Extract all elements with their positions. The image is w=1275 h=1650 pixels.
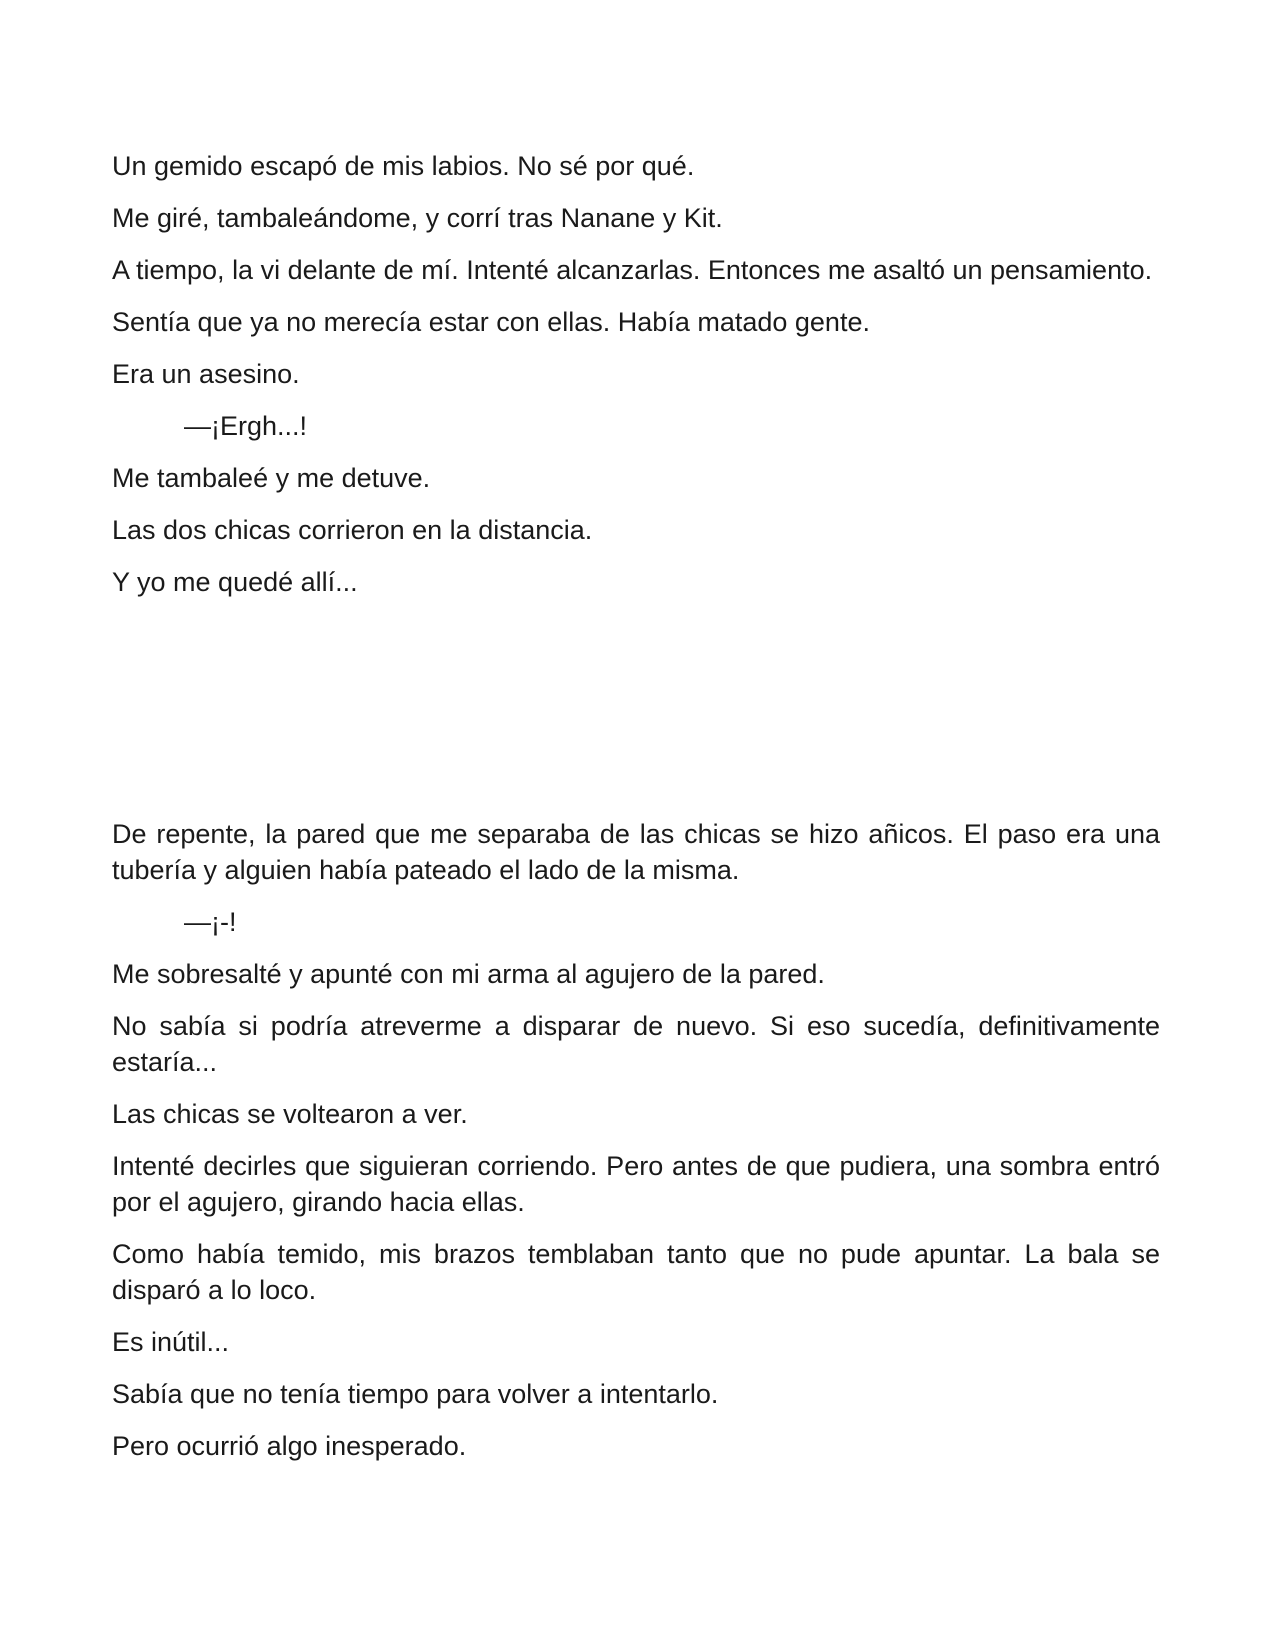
paragraph: Pero ocurrió algo inesperado. [112,1431,467,1461]
paragraph: Sentía que ya no merecía estar con ellas. Había matado gente. [112,307,870,337]
paragraph: Me giré, tambaleándome, y corrí tras Nanane y Kit. [112,203,723,233]
paragraph: Las chicas se voltearon a ver. [112,1099,468,1129]
paragraph: Y yo me quedé allí... [112,567,358,597]
paragraph: Un gemido escapó de mis labios. No sé por qué. [112,151,695,181]
paragraph: Sabía que no tenía tiempo para volver a intentarlo. [112,1379,719,1409]
paragraph: Me tambaleé y me detuve. [112,463,431,493]
paragraph: Como había temido, mis brazos temblaban tanto que no pude apuntar. La bala se disparó a lo loco. [112,1239,1160,1305]
paragraph: Las dos chicas corrieron en la distancia. [112,515,593,545]
text-section-1 [112,148,1160,616]
dialogue-line: —¡Ergh...! [184,411,308,441]
paragraph: No sabía si podría atreverme a disparar de nuevo. Si eso sucedía, definitivamente estaría... [112,1011,1160,1077]
paragraph: De repente, la pared que me separaba de las chicas se hizo añicos. El paso era una tubería y alguien había pateado el lado de la misma. [112,819,1160,885]
paragraph: A tiempo, la vi delante de mí. Intenté alcanzarlas. Entonces me asaltó un pensamiento. [112,255,1153,285]
text-section-2 [112,816,1160,1480]
paragraph: Intenté decirles que siguieran corriendo. Pero antes de que pudiera, una sombra entró por el agujero, girando hacia ellas. [112,1151,1160,1217]
dialogue-line: —¡-! [184,907,237,937]
paragraph: Me sobresalté y apunté con mi arma al agujero de la pared. [112,959,825,989]
paragraph: Era un asesino. [112,359,300,389]
paragraph: Es inútil... [112,1327,230,1357]
